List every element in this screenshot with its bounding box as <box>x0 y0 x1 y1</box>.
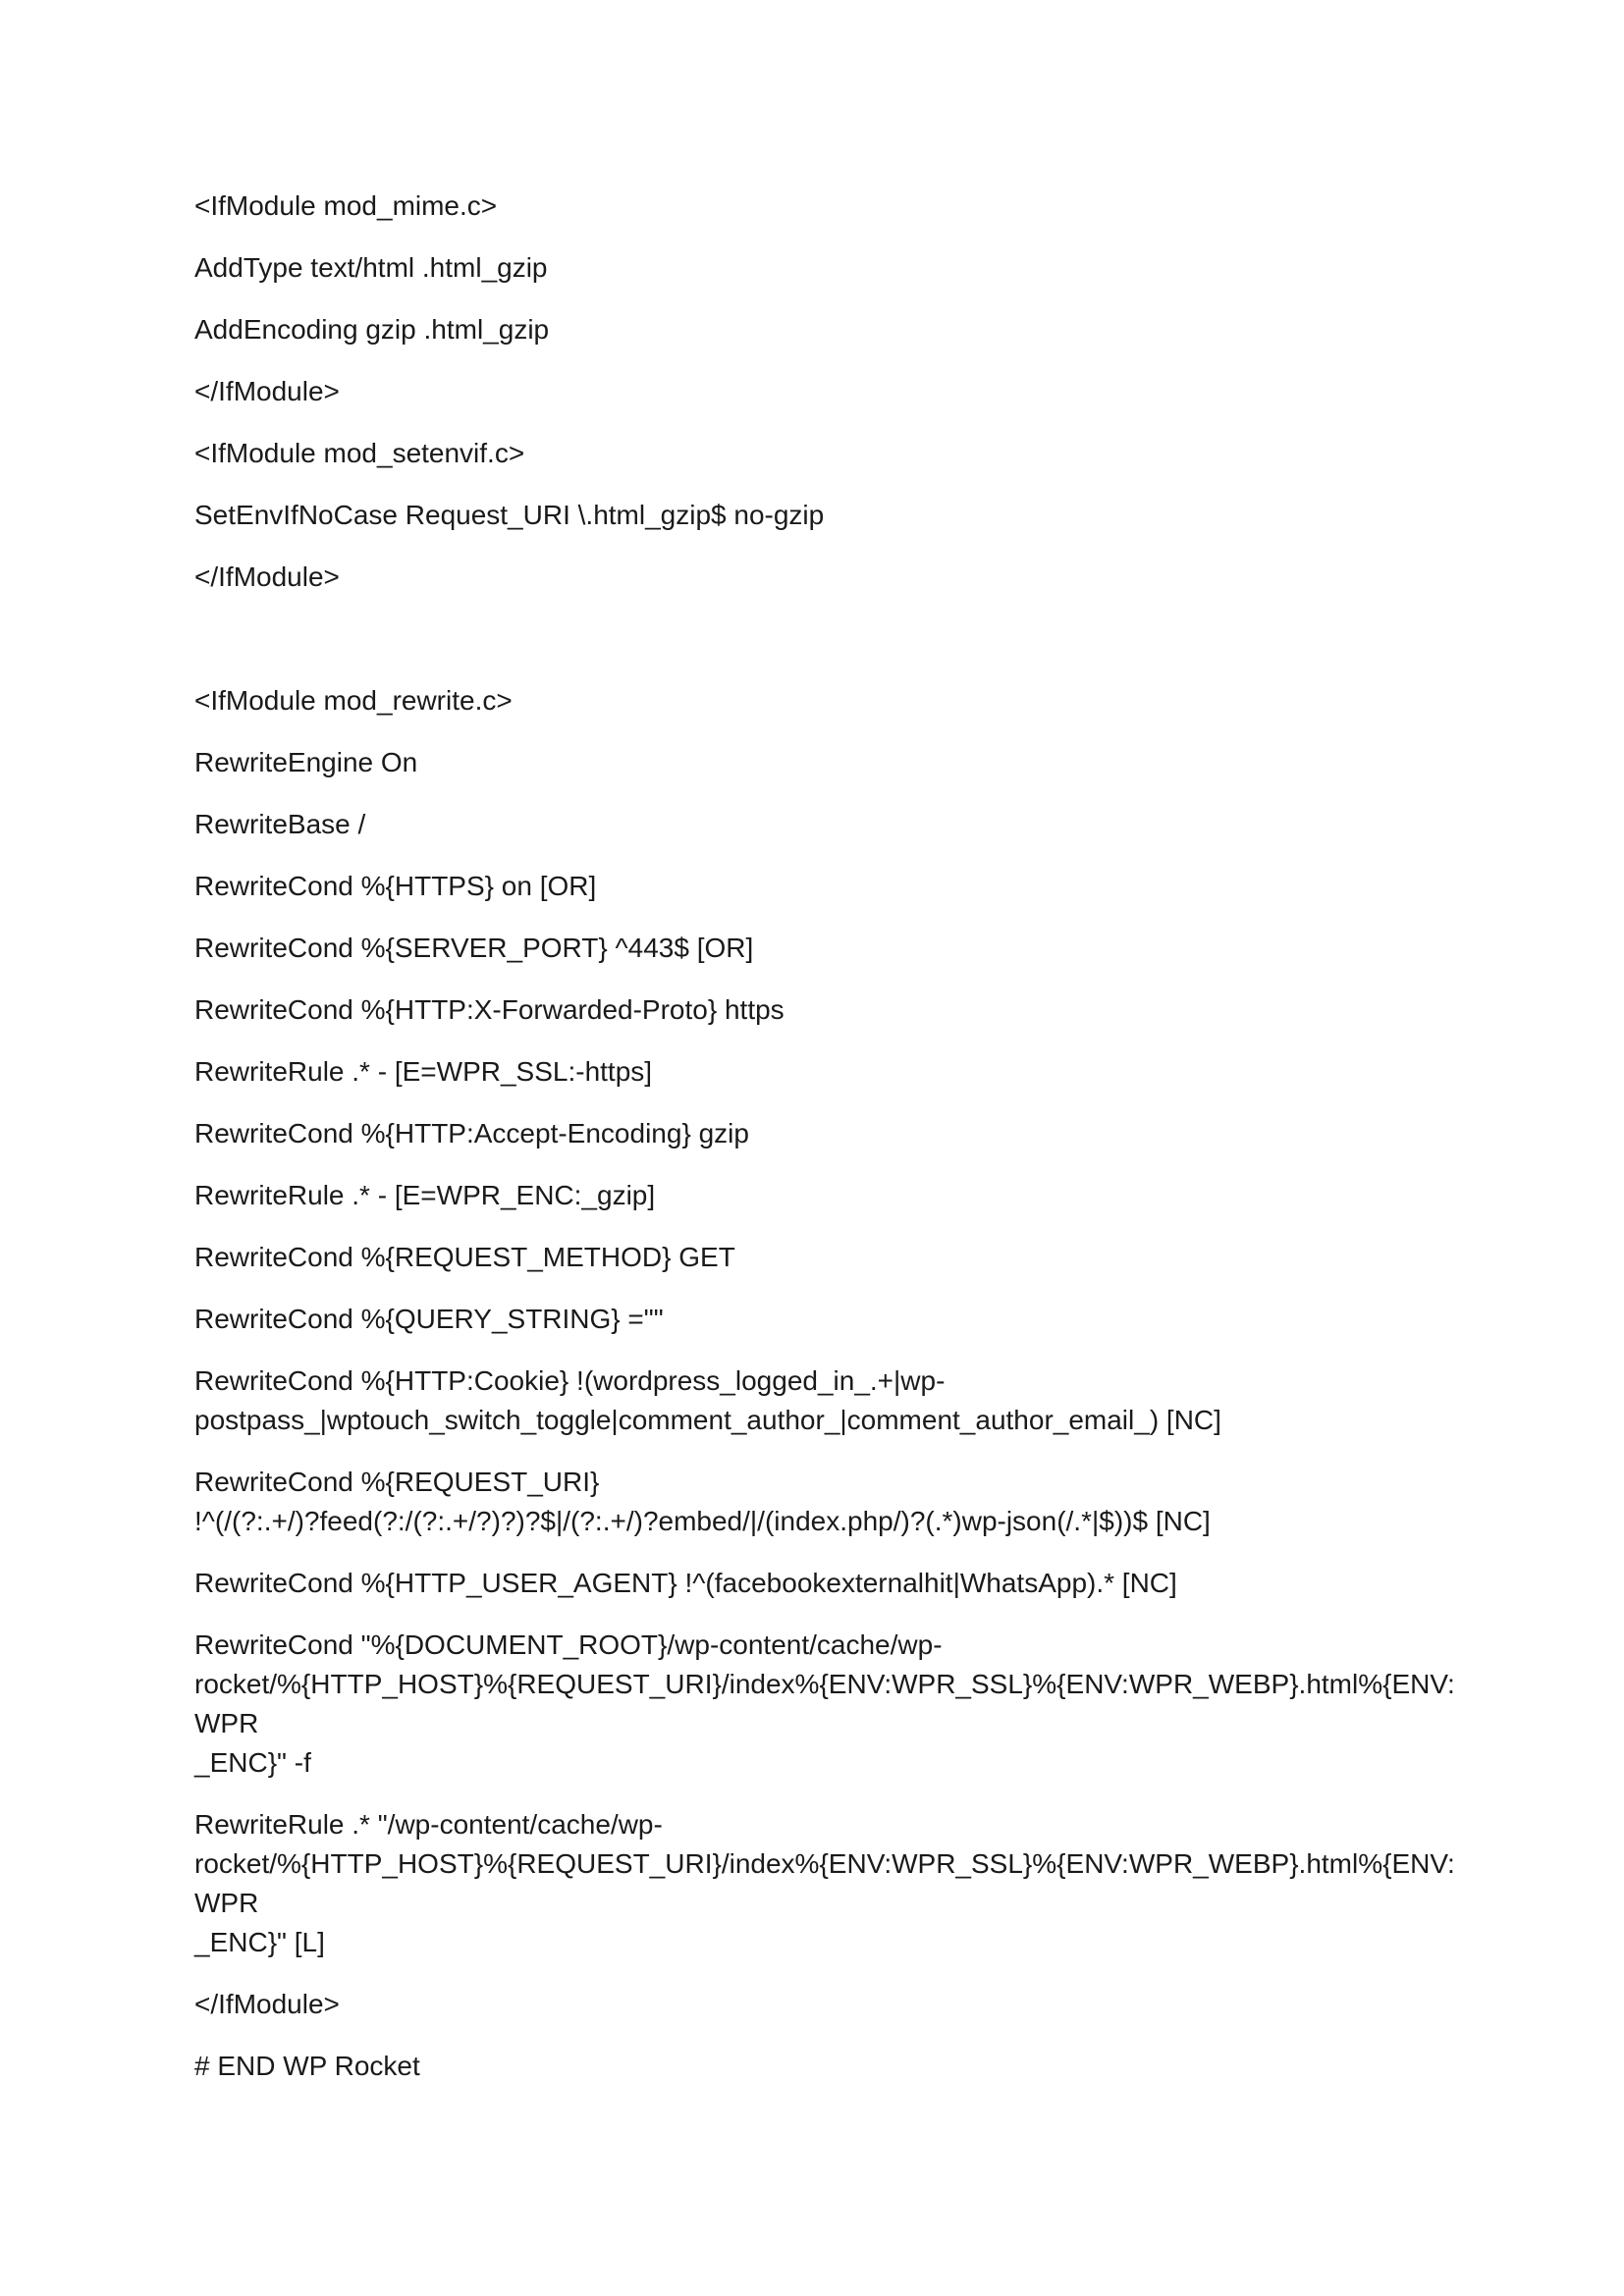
text-line: RewriteRule .* - [E=WPR_ENC:_gzip] <box>194 1180 656 1210</box>
text-line: SetEnvIfNoCase Request_URI \.html_gzip$ no-gzip <box>194 500 825 530</box>
text-line: RewriteBase / <box>194 809 366 839</box>
text-line: RewriteRule .* "/wp-content/cache/wp- rocket/%{HTTP_HOST}%{REQUEST_URI}/index%{ENV:WPR_SSL}%{ENV:WPR_WEBP}.html%{ENV:WPR _ENC}" [L] <box>194 1809 1455 1957</box>
text-line: <IfModule mod_setenvif.c> <box>194 438 525 468</box>
text-line: RewriteCond %{SERVER_PORT} ^443$ [OR] <box>194 933 754 963</box>
text-line: RewriteCond %{HTTP_USER_AGENT} !^(facebookexternalhit|WhatsApp).* [NC] <box>194 1568 1177 1598</box>
text-line: </IfModule> <box>194 1989 340 2019</box>
text-line: RewriteCond %{REQUEST_METHOD} GET <box>194 1242 735 1272</box>
blank-line <box>194 619 1461 681</box>
text-line: RewriteCond %{REQUEST_URI} !^(/(?:.+/)?feed(?:/(?:.+/?)?)?$|/(?:.+/)?embed/|/(index.php/)?(.*)wp-json(/.*|$))$ [NC] <box>194 1467 1211 1536</box>
text-line: RewriteCond %{HTTPS} on [OR] <box>194 871 597 901</box>
text-line: AddEncoding gzip .html_gzip <box>194 314 550 345</box>
text-line: # END WP Rocket <box>194 2051 420 2081</box>
document-body <box>194 187 1461 2109</box>
text-line: <IfModule mod_rewrite.c> <box>194 685 513 716</box>
text-line: RewriteCond %{HTTP:Cookie} !(wordpress_logged_in_.+|wp- postpass_|wptouch_switch_toggle|comment_author_|comment_author_email_) [NC] <box>194 1365 1221 1435</box>
text-line: RewriteCond %{HTTP:X-Forwarded-Proto} https <box>194 994 785 1025</box>
text-line: RewriteRule .* - [E=WPR_SSL:-https] <box>194 1056 653 1087</box>
text-line: </IfModule> <box>194 376 340 406</box>
text-line: <IfModule mod_mime.c> <box>194 190 498 221</box>
text-line: RewriteCond %{HTTP:Accept-Encoding} gzip <box>194 1118 749 1148</box>
text-line: RewriteCond %{QUERY_STRING} ="" <box>194 1304 664 1334</box>
text-line: RewriteEngine On <box>194 747 418 777</box>
text-line: RewriteCond "%{DOCUMENT_ROOT}/wp-content/cache/wp- rocket/%{HTTP_HOST}%{REQUEST_URI}/index%{ENV:WPR_SSL}%{ENV:WPR_WEBP}.html%{ENV:WPR _ENC}" -f <box>194 1629 1455 1778</box>
text-line: </IfModule> <box>194 561 340 592</box>
text-line: AddType text/html .html_gzip <box>194 252 548 283</box>
